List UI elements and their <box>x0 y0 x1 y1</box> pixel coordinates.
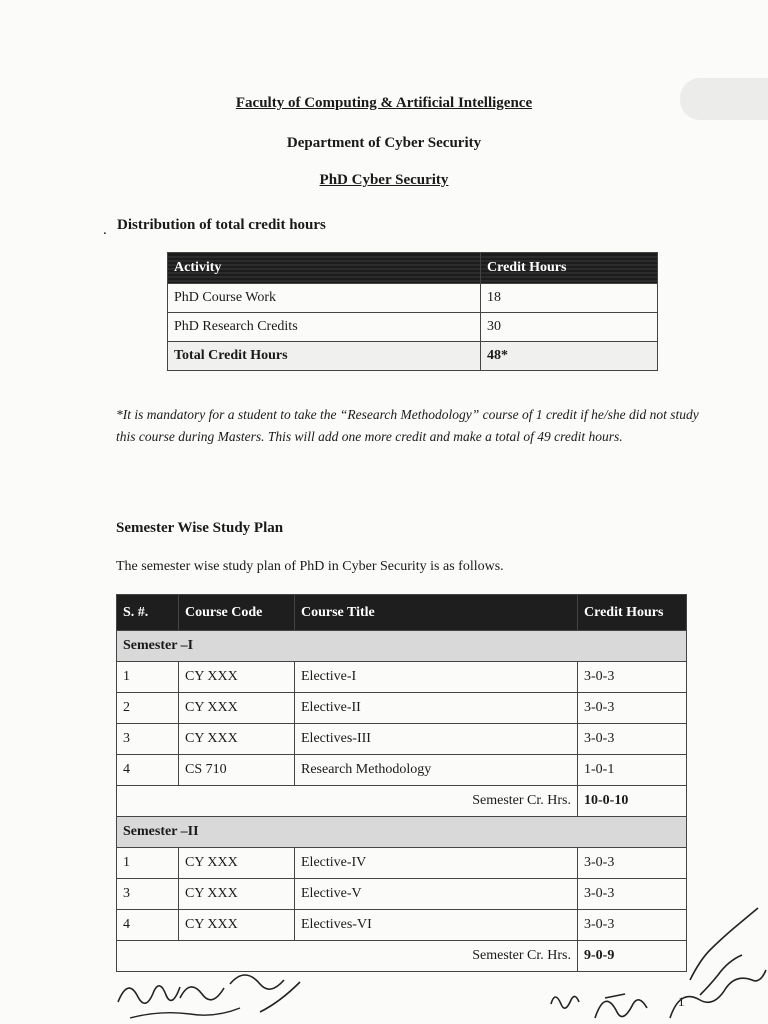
code-cell: CS 710 <box>179 755 295 786</box>
table-row <box>117 755 687 786</box>
table-row <box>168 313 658 342</box>
title-cell: Elective-II <box>295 693 578 724</box>
total-row <box>168 342 658 371</box>
table-row <box>117 693 687 724</box>
table-row <box>117 910 687 941</box>
handwritten-signature-dean <box>110 962 310 1024</box>
code-cell: CY XXX <box>179 662 295 693</box>
hours-cell: 3-0-3 <box>578 848 687 879</box>
title-cell: Electives-VI <box>295 910 578 941</box>
study-plan-title: Semester Wise Study Plan <box>116 520 284 536</box>
code-cell: CY XXX <box>179 693 295 724</box>
title-cell: Elective-I <box>295 662 578 693</box>
distribution-title: Distribution of total credit hours <box>117 217 326 233</box>
table-row <box>117 879 687 910</box>
column-header-sn: S. #. <box>117 595 179 631</box>
column-header-activity: Activity <box>168 253 481 284</box>
semester-total-value: 10-0-10 <box>578 786 687 817</box>
code-cell: CY XXX <box>179 910 295 941</box>
sn-cell: 4 <box>117 755 179 786</box>
title-cell: Electives-III <box>295 724 578 755</box>
hours-cell: 1-0-1 <box>578 755 687 786</box>
table-header-row <box>168 253 658 284</box>
hours-cell: 30 <box>481 313 658 342</box>
column-header-course-title: Course Title <box>295 595 578 631</box>
sn-cell: 3 <box>117 724 179 755</box>
footnote: *It is mandatory for a student to take the “Research Methodology” course of 1 credit if he/she did not study this course during Masters. This will add one more credit and make a total of 49 credit hours. <box>116 407 699 444</box>
hours-cell: 3-0-3 <box>578 693 687 724</box>
bullet-dot: . <box>103 222 107 238</box>
title-cell: Elective-V <box>295 879 578 910</box>
sn-cell: 2 <box>117 693 179 724</box>
code-cell: CY XXX <box>179 724 295 755</box>
semester-total-value: 9-0-9 <box>578 941 687 972</box>
department-title: Department of Cyber Security <box>286 135 482 151</box>
program-title: PhD Cyber Security <box>319 172 449 188</box>
title-cell: Research Methodology <box>295 755 578 786</box>
sn-cell: 4 <box>117 910 179 941</box>
title-cell: Elective-IV <box>295 848 578 879</box>
semester-total-label: Semester Cr. Hrs. <box>117 786 578 817</box>
study-plan-intro: The semester wise study plan of PhD in Cyber Security is as follows. <box>116 559 504 574</box>
code-cell: CY XXX <box>179 848 295 879</box>
faculty-title: Faculty of Computing & Artificial Intelligence <box>235 95 533 111</box>
semester-label: Semester –II <box>117 817 687 848</box>
semester-label: Semester –I <box>117 631 687 662</box>
total-label: Total Credit Hours <box>168 342 481 371</box>
total-value: 48* <box>481 342 658 371</box>
table-row <box>117 848 687 879</box>
hours-cell: 3-0-3 <box>578 879 687 910</box>
hours-cell: 3-0-3 <box>578 724 687 755</box>
semester-row <box>117 817 687 848</box>
column-header-credit-hours: Credit Hours <box>578 595 687 631</box>
page-number: 1 <box>678 994 685 1009</box>
sn-cell: 1 <box>117 848 179 879</box>
column-header-credit-hours: Credit Hours <box>481 253 658 284</box>
column-header-course-code: Course Code <box>179 595 295 631</box>
table-row <box>117 662 687 693</box>
code-cell: CY XXX <box>179 879 295 910</box>
activity-cell: PhD Research Credits <box>168 313 481 342</box>
activity-cell: PhD Course Work <box>168 284 481 313</box>
table-row <box>117 724 687 755</box>
study-plan-table <box>116 594 687 972</box>
handwritten-signature-hod <box>545 978 665 1024</box>
hours-cell: 3-0-3 <box>578 910 687 941</box>
table-row <box>168 284 658 313</box>
hours-cell: 18 <box>481 284 658 313</box>
handwritten-signature-officer <box>660 900 768 1024</box>
credit-distribution-table <box>167 252 658 371</box>
sn-cell: 3 <box>117 879 179 910</box>
sn-cell: 1 <box>117 662 179 693</box>
semester-total-label: Semester Cr. Hrs. <box>117 941 578 972</box>
hours-cell: 3-0-3 <box>578 662 687 693</box>
table-header-row <box>117 595 687 631</box>
semester-row <box>117 631 687 662</box>
semester-total-row <box>117 786 687 817</box>
